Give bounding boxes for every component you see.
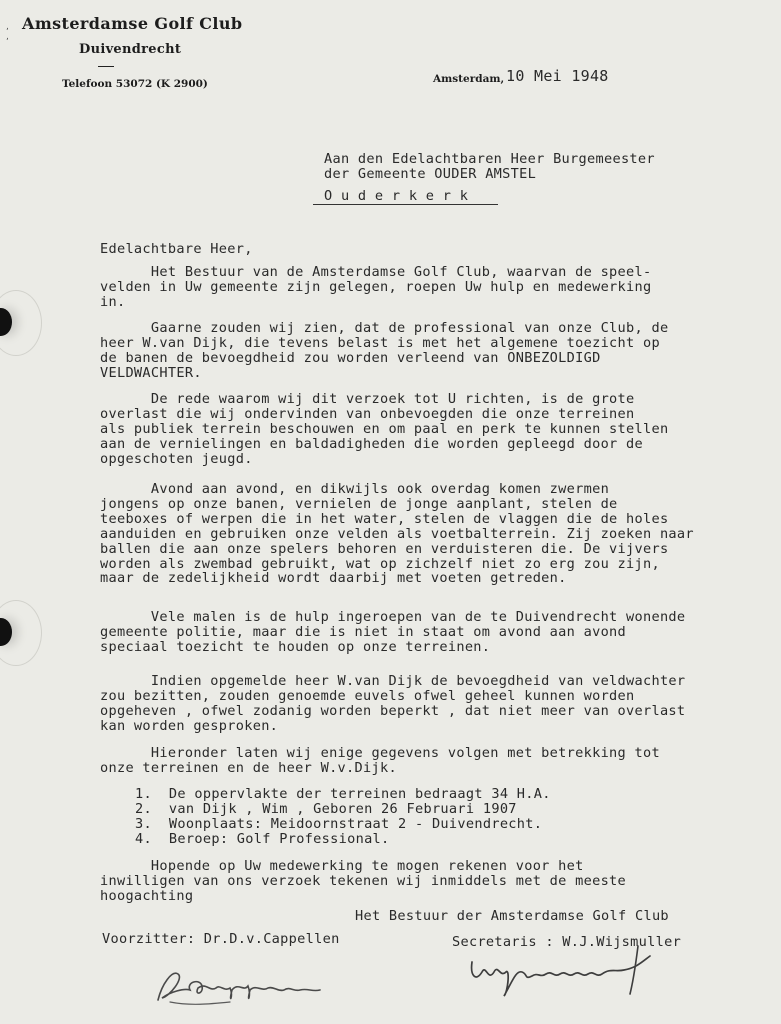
letterhead-rule (98, 66, 114, 67)
addressee-underline (313, 204, 498, 205)
chairman-name: Voorzitter: Dr.D.v.Cappellen (102, 931, 340, 947)
paragraph-line: kan worden gesproken. (100, 717, 279, 734)
paragraph-line: als publiek terrein beschouwen en om paal en perk te kunnen stellen (100, 420, 669, 437)
addressee-line-3: O u d e r k e r k (324, 188, 469, 204)
paragraph-line: Indien opgemelde heer W.van Dijk de bevoegdheid van veldwachter (100, 673, 686, 689)
club-place: Duivendrecht (79, 42, 182, 57)
paragraph-line: inwilligen van ons verzoek tekenen wij inmiddels met de meeste (100, 872, 627, 889)
chairman-signature (150, 962, 340, 1012)
paragraph-line: overlast die wij ondervinden van onbevoegden die onze terreinen (100, 405, 635, 422)
paragraph-line: aan de vernielingen en baldadigheden die worden gepleegd door de (100, 435, 643, 452)
paragraph-line: jongens op onze banen, vernielen de jonge aanplant, stelen de (100, 495, 618, 512)
paragraph-line: aanduiden en gebruiken onze velden als voetbalterrein. Zij zoeken naar (100, 525, 694, 542)
paragraph-6 (100, 674, 780, 734)
paragraph-line: zou bezitten, zouden genoemde euvels ofwel geheel kunnen worden (100, 687, 635, 704)
telephone-number: Telefoon 53072 (K 2900) (62, 78, 208, 90)
paragraph-line: Gaarne zouden wij zien, dat de professional van onze Club, de (100, 320, 669, 336)
paragraph-line: in. (100, 293, 126, 310)
paragraph-5 (100, 610, 780, 655)
paragraph-line: Vele malen is de hulp ingeroepen van de te Duivendrecht wonende (100, 609, 686, 625)
salutation: Edelachtbare Heer, (100, 241, 253, 257)
paragraph-line: hoogachting (100, 887, 194, 904)
paragraph-line: velden in Uw gemeente zijn gelegen, roepen Uw hulp en medewerking (100, 278, 652, 295)
paragraph-line: ballen die aan onze spelers behoren en verduisteren die. De vijvers (100, 540, 669, 557)
letter-date: 10 Mei 1948 (506, 67, 609, 85)
details-list (135, 787, 755, 847)
paragraph-line: de banen de bevoegdheid zou worden verleend van ONBEZOLDIGD (100, 349, 601, 366)
paragraph-1 (100, 265, 780, 310)
paragraph-line: gemeente politie, maar die is niet in staat om avond aan avond (100, 623, 627, 640)
paragraph-line: VELDWACHTER. (100, 364, 202, 381)
paragraph-line: teeboxes of werpen die in het water, stelen de vlaggen die de holes (100, 510, 669, 527)
addressee-line-2: der Gemeente OUDER AMSTEL (324, 166, 537, 182)
paragraph-line: heer W.van Dijk, die tevens belast is met het algemene toezicht op (100, 334, 660, 351)
list-item: 1. De oppervlakte der terreinen bedraagt 34 H.A. (135, 786, 551, 802)
paragraph-line: Hieronder laten wij enige gegevens volgen met betrekking tot (100, 745, 660, 761)
paragraph-line: De rede waarom wij dit verzoek tot U richten, is de grote (100, 391, 635, 407)
letter-city: Amsterdam, (433, 73, 505, 85)
paragraph-line: Het Bestuur van de Amsterdamse Golf Club, waarvan de speel- (100, 264, 652, 280)
paragraph-line: worden als zwembad gebruikt, wat op zichzelf niet zo erg zou zijn, (100, 555, 660, 572)
paragraph-line: Hopende op Uw medewerking te mogen rekenen voor het (100, 858, 584, 874)
paragraph-line: maar de zedelijkheid wordt daarbij met voeten getreden. (100, 570, 567, 587)
club-name: Amsterdamse Golf Club (22, 14, 243, 33)
paragraph-2 (100, 321, 780, 381)
paragraph-line: opgeschoten jeugd. (100, 450, 253, 467)
secretary-signature (460, 942, 680, 1002)
list-item: 4. Beroep: Golf Professional. (135, 830, 390, 847)
paragraph-line: Avond aan avond, en dikwijls ook overdag komen zwermen (100, 481, 610, 497)
margin-mark: , , (6, 22, 9, 42)
paragraph-line: speciaal toezicht te houden op onze terreinen. (100, 638, 491, 655)
sign-off: Het Bestuur der Amsterdamse Golf Club (355, 908, 669, 924)
addressee-line-1: Aan den Edelachtbaren Heer Burgemeester (324, 151, 655, 167)
secretary-name: Secretaris : W.J.Wijsmuller (452, 934, 682, 950)
paragraph-3 (100, 392, 780, 467)
paragraph-7 (100, 746, 780, 776)
list-item: 2. van Dijk , Wim , Geboren 26 Februari 1907 (135, 800, 517, 817)
list-item: 3. Woonplaats: Meidoornstraat 2 - Duivendrecht. (135, 815, 543, 832)
paragraph-4 (100, 482, 780, 586)
paragraph-line: opgeheven , ofwel zodanig worden beperkt , dat niet meer van overlast (100, 702, 686, 719)
paragraph-line: onze terreinen en de heer W.v.Dijk. (100, 759, 397, 776)
closing-paragraph (100, 859, 780, 904)
